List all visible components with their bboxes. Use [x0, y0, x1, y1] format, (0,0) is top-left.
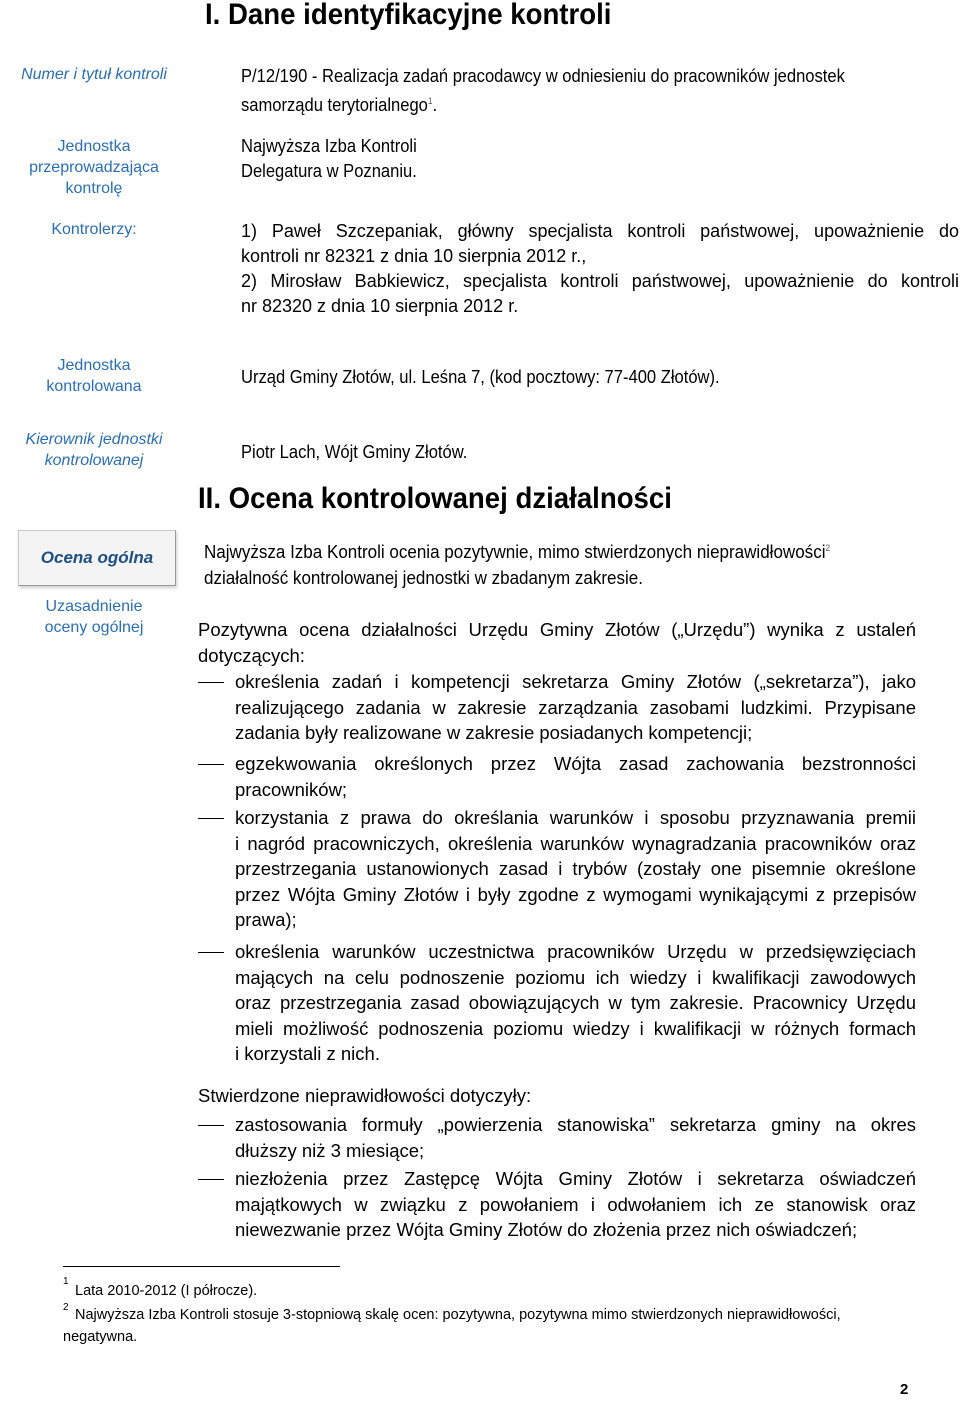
footnote-separator: [63, 1266, 340, 1267]
dash-bullet: [198, 764, 224, 765]
list-item-positive: określenia zadań i kompetencji sekretarza Gminy Złotów („sekretarza”), jako realizującego zadania w zakresie zarządzania zasobami ludzkimi. Przypisane zadania były realizowane w zakresie posiadanych kompetencji;: [235, 671, 916, 743]
label-jednostka-przeprowadzajaca: Jednostka przeprowadzająca kontrolę: [29, 138, 159, 197]
ocena-text: Najwyższa Izba Kontroli ocenia pozytywnie, mimo stwierdzonych nieprawidłowości$^2$ działalność kontrolowanej jednostki w zbadanym zakresie.: [204, 541, 831, 588]
list-item-positive: określenia warunków uczestnictwa pracowników Urzędu w przedsięwzięciach mających na celu podnoszenie poziomu ich wiedzy i kwalifikacji zawodowych oraz przestrzegania zasad obowiązujących w tym zakresie. Pracownicy Urzędu mieli możliwość podnoszenia poziomu wiedzy i kwalifikacji w różnych formach i korzystali z nich.: [235, 941, 916, 1064]
footnote-2-number: 2: [63, 1302, 69, 1313]
dash-bullet: [198, 952, 224, 953]
value-jednostka-przeprowadzajaca: Najwyższa Izba Kontroli Delegatura w Poznaniu.: [241, 136, 417, 181]
irregularities-intro: Stwierdzone nieprawidłowości dotyczyły:: [198, 1085, 532, 1106]
label-jednostka-kontrolowana: Jednostka kontrolowana: [46, 357, 142, 395]
list-item-irregularity: niezłożenia przez Zastępcę Wójta Gminy Złotów i sekretarza oświadczeń majątkowych w związku z powołaniem i odwołaniem ich ze stanowisk oraz niewezwanie przez Wójta Gminy Złotów do złożenia przez nich oświadczeń;: [235, 1168, 916, 1240]
footnote-ref-2[interactable]: 2: [825, 543, 831, 553]
list-item-positive: egzekwowania określonych przez Wójta zasad zachowania bezstronności pracowników;: [235, 753, 916, 800]
list-item-irregularity: zastosowania formuły „powierzenia stanowiska” sekretarza gminy na okres dłuższy niż 3 miesiące;: [235, 1114, 916, 1161]
footnote-1-number: 1: [63, 1276, 69, 1287]
footnote-2: Najwyższa Izba Kontroli stosuje 3-stopniową skalę ocen: pozytywna, pozytywna mimo stwierdzonych nieprawidłowości,: [75, 1307, 841, 1323]
value-numer-tytul: P/12/190 - Realizacja zadań pracodawcy w odniesieniu do pracowników jednostek samorządu terytorialnego$^1$.: [241, 66, 845, 115]
list-item-positive: korzystania z prawa do określania warunków i sposobu przyznawania premii i nagród pracowniczych, określenia warunków wynagradzania pracowników oraz przestrzegania ustanowionych zasad i trybów (zostały one pisemnie określone przez Wójta Gminy Złotów i były zgodne z wymogami wynikającymi z przepisów prawa);: [235, 807, 916, 930]
ocena-ogolna-badge: Ocena ogólna: [18, 530, 176, 586]
value-kontrolerzy: 1) Paweł Szczepaniak, główny specjalista kontroli państwowej, upoważnienie do kontroli nr 82321 z dnia 10 sierpnia 2012 r., 2) Mirosław Babkiewicz, specjalista kontroli państwowej, upoważnienie do kontroli nr 82320 z dnia 10 sierpnia 2012 r.: [241, 221, 959, 316]
section-2-heading: II. Ocena kontrolowanej działalności: [198, 482, 672, 515]
value-kierownik: Piotr Lach, Wójt Gminy Złotów.: [241, 442, 468, 462]
label-uzasadnienie: Uzasadnienie oceny ogólnej: [44, 598, 144, 636]
label-kierownik: Kierownik jednostki kontrolowanej: [25, 431, 163, 469]
dash-bullet: [198, 818, 224, 819]
footnote-1: Lata 2010-2012 (I półrocze).: [75, 1283, 258, 1299]
dash-bullet: [198, 1179, 224, 1180]
value-jednostka-kontrolowana: Urząd Gminy Złotów, ul. Leśna 7, (kod pocztowy: 77-400 Złotów).: [241, 367, 720, 387]
label-kontrolerzy: Kontrolerzy:: [51, 221, 137, 238]
label-numer-tytul: Numer i tytuł kontroli: [21, 66, 167, 83]
dash-bullet: [198, 1125, 224, 1126]
section-1-heading: I. Dane identyfikacyjne kontroli: [205, 0, 612, 31]
page-number: 2: [900, 1381, 909, 1398]
dash-bullet: [198, 682, 224, 683]
footnote-2-continued: negatywna.: [63, 1329, 138, 1345]
uzasadnienie-intro: Pozytywna ocena działalności Urzędu Gminy Złotów („Urzędu”) wynika z ustaleń dotyczących:: [198, 619, 916, 666]
footnote-ref-1[interactable]: 1: [427, 96, 433, 106]
